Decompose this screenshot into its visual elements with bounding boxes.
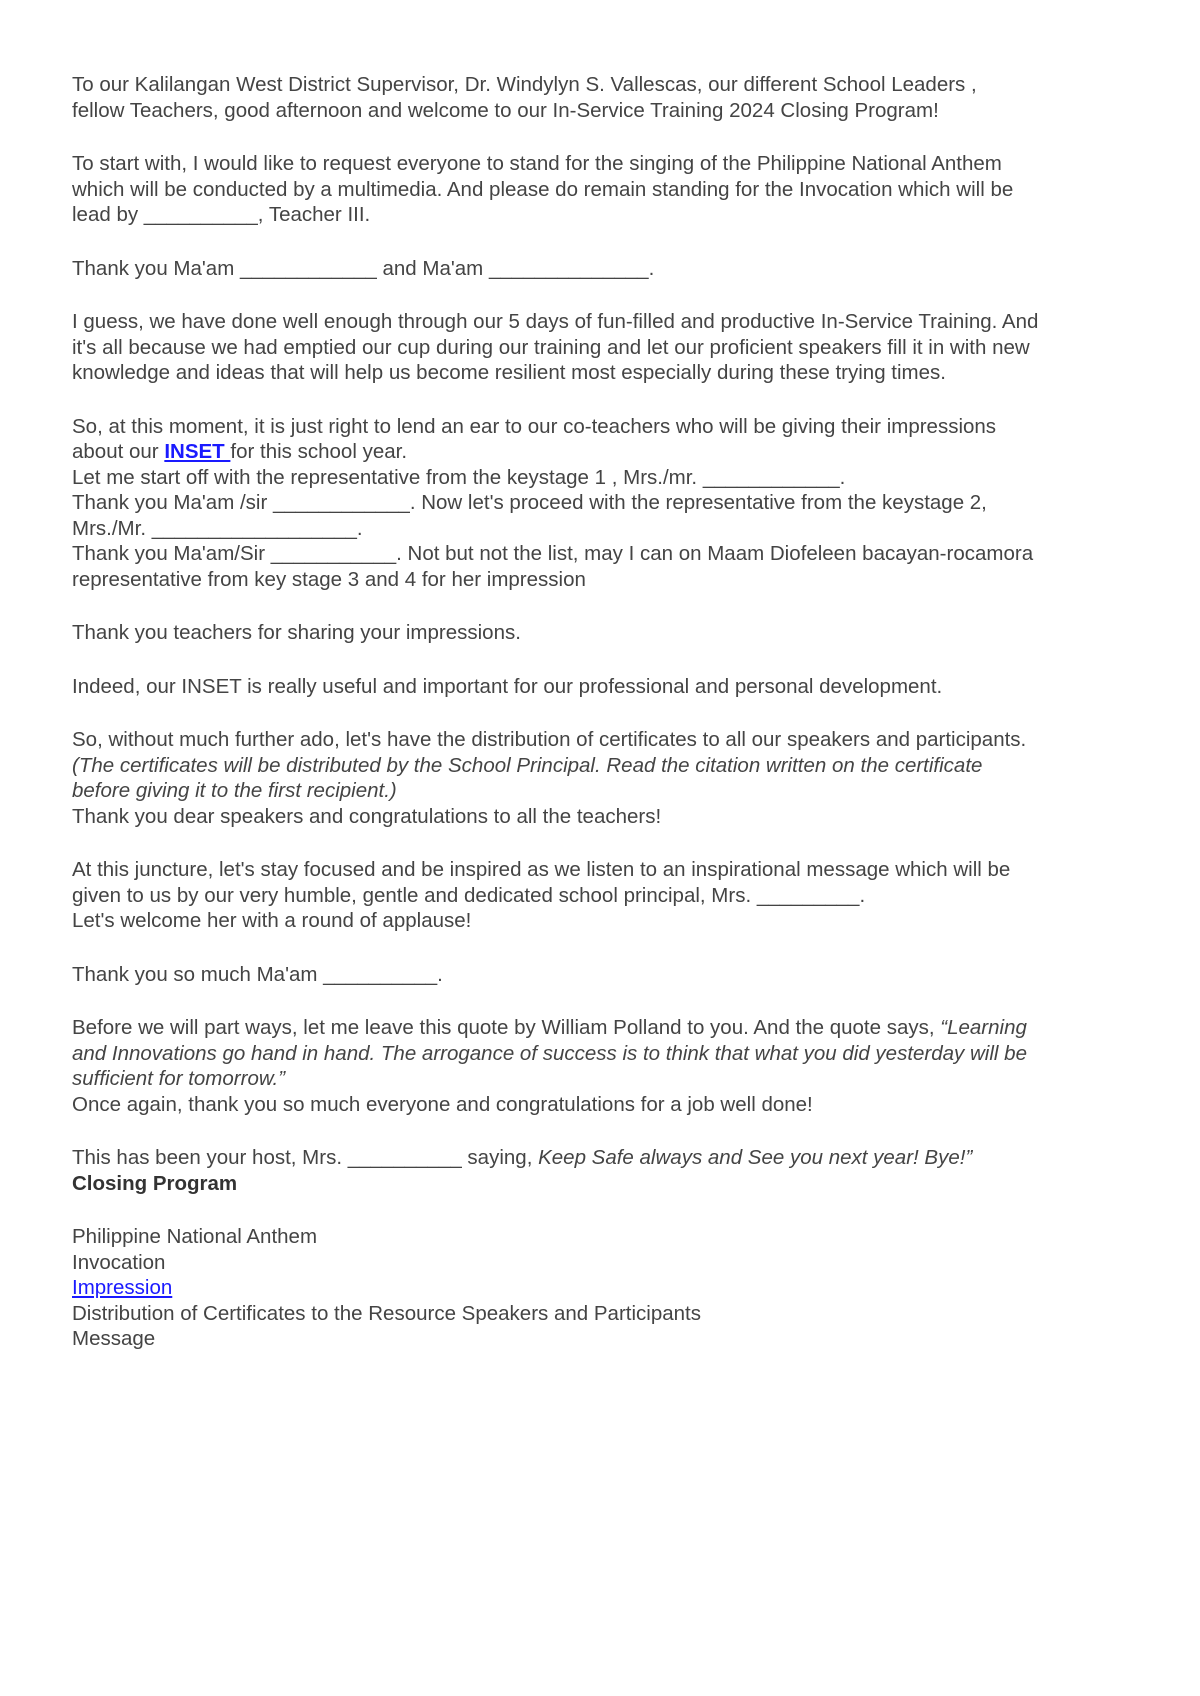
text-line: knowledge and ideas that will help us become resilient most especially during these trying times. bbox=[72, 361, 946, 384]
program-list bbox=[72, 1224, 1138, 1352]
paragraph-anthem bbox=[72, 151, 1138, 228]
quote-fragment: “Learning bbox=[940, 1016, 1027, 1039]
paragraph-certificates bbox=[72, 727, 1138, 829]
text-line: Thank you teachers for sharing your impressions. bbox=[72, 621, 521, 644]
text-line: Once again, thank you so much everyone and congratulations for a job well done! bbox=[72, 1092, 813, 1116]
text-line: Let's welcome her with a round of applause! bbox=[72, 909, 472, 932]
text-line: Thank you so much Ma'am __________. bbox=[72, 962, 443, 986]
paragraph-greeting bbox=[72, 72, 1138, 123]
text-line: sufficient for tomorrow.” bbox=[72, 1067, 286, 1090]
text-line: Let me start off with the representative from the keystage 1 , Mrs./mr. ____________. bbox=[72, 465, 846, 489]
text-line bbox=[72, 1015, 1138, 1041]
text-line: representative from key stage 3 and 4 for her impression bbox=[72, 567, 586, 591]
text-line: Thank you Ma'am/Sir ___________. Not but not the list, may I can on Maam Diofeleen bacayan-rocamora bbox=[72, 542, 1034, 565]
paragraph-thanks-principal bbox=[72, 962, 1138, 988]
text-line: So, at this moment, it is just right to lend an ear to our co-teachers who will be giving their impressions bbox=[72, 414, 997, 438]
program-item-invocation: Invocation bbox=[72, 1250, 166, 1274]
text-line: fellow Teachers, good afternoon and welcome to our In-Service Training 2024 Closing Program! bbox=[72, 98, 939, 122]
text-line: To start with, I would like to request everyone to stand for the singing of the Philippine National Anthem bbox=[72, 152, 1002, 175]
text-line: To our Kalilangan West District Supervisor, Dr. Windylyn S. Vallescas, our different School Leaders , bbox=[72, 73, 977, 96]
closing-fragment: Keep Safe always and See you next year! Bye!” bbox=[538, 1146, 973, 1169]
text-line: it's all because we had emptied our cup during our training and let our proficient speakers fill it in with new bbox=[72, 335, 1030, 359]
text-line: Thank you dear speakers and congratulations to all the teachers! bbox=[72, 804, 662, 828]
text-line: which will be conducted by a multimedia. And please do remain standing for the Invocation which will be bbox=[72, 177, 1014, 201]
text-line: So, without much further ado, let's have the distribution of certificates to all our speakers and participants. bbox=[72, 728, 1027, 751]
paragraph-training bbox=[72, 309, 1138, 386]
inset-link[interactable]: INSET bbox=[164, 440, 231, 463]
text-line: and Innovations go hand in hand. The arrogance of success is to think that what you did yesterday will be bbox=[72, 1041, 1027, 1065]
paragraph-thanks-teachers bbox=[72, 620, 1138, 646]
program-item-impression-link[interactable]: Impression bbox=[72, 1276, 173, 1299]
text-line: Mrs./Mr. __________________. bbox=[72, 516, 363, 540]
document-page bbox=[72, 72, 1138, 1352]
text-line: I guess, we have done well enough through our 5 days of fun-filled and productive In-Service Training. And bbox=[72, 310, 1039, 333]
text-line: Indeed, our INSET is really useful and important for our professional and personal development. bbox=[72, 674, 943, 698]
paragraph-impressions bbox=[72, 414, 1138, 593]
text-line: before giving it to the first recipient.) bbox=[72, 779, 397, 802]
text-line: lead by __________, Teacher III. bbox=[72, 203, 371, 226]
text-line: Thank you Ma'am ____________ and Ma'am ______________. bbox=[72, 256, 655, 280]
paragraph-inset-useful bbox=[72, 674, 1138, 700]
text-line: given to us by our very humble, gentle and dedicated school principal, Mrs. _________. bbox=[72, 883, 866, 907]
paragraph-message bbox=[72, 857, 1138, 934]
text-line: At this juncture, let's stay focused and be inspired as we listen to an inspirational message which will be bbox=[72, 858, 1011, 881]
paragraph-quote bbox=[72, 1015, 1138, 1117]
text-fragment: for this school year. bbox=[230, 440, 408, 463]
program-item-message: Message bbox=[72, 1327, 156, 1350]
paragraph-host bbox=[72, 1145, 1138, 1196]
text-fragment: Before we will part ways, let me leave this quote by William Polland to you. And the quote says, bbox=[72, 1016, 941, 1039]
program-item-certificates: Distribution of Certificates to the Resource Speakers and Participants bbox=[72, 1301, 701, 1325]
program-item-anthem: Philippine National Anthem bbox=[72, 1225, 318, 1248]
text-line: (The certificates will be distributed by the School Principal. Read the citation written on the certificate bbox=[72, 753, 983, 777]
text-fragment: This has been your host, Mrs. __________ saying, bbox=[72, 1146, 539, 1169]
text-line bbox=[72, 439, 1138, 465]
paragraph-thanks-invocation bbox=[72, 256, 1138, 282]
text-line bbox=[72, 1145, 1138, 1171]
text-line: Thank you Ma'am /sir ____________. Now let's proceed with the representative from the keystage 2, bbox=[72, 491, 987, 514]
program-title: Closing Program bbox=[72, 1171, 238, 1195]
text-fragment: about our bbox=[72, 440, 165, 463]
